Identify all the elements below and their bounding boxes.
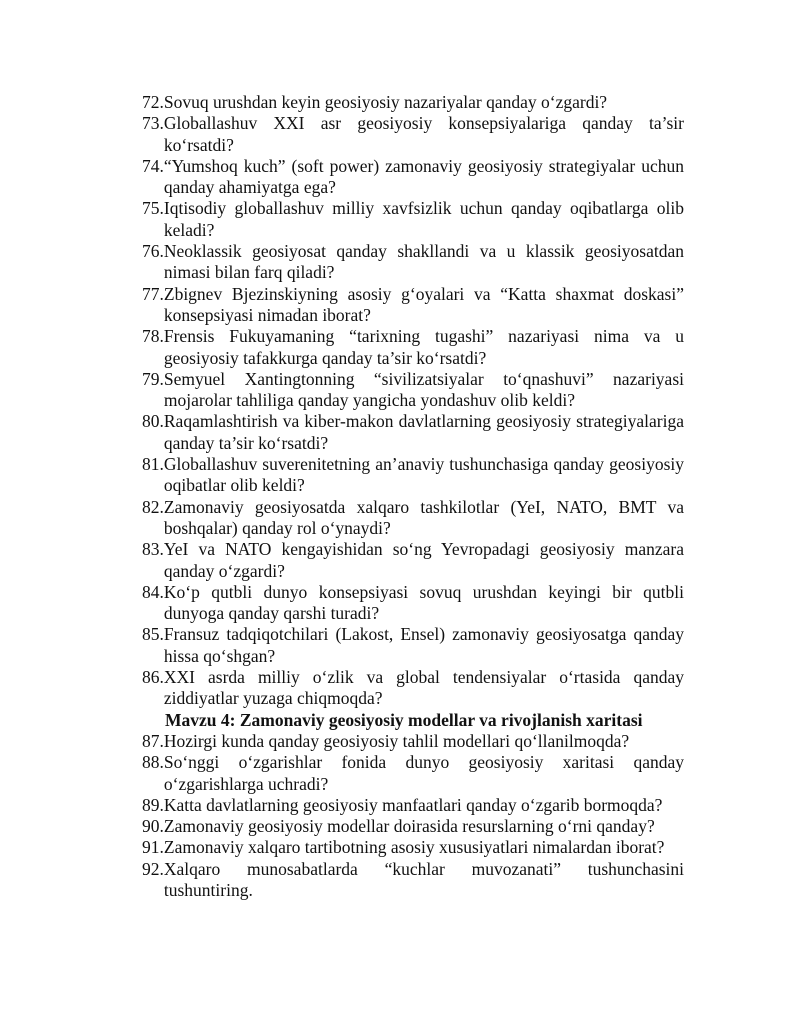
question-item <box>142 284 684 327</box>
question-text: Fransuz tadqiqotchilari (Lakost, Ensel) zamonaviy geosiyosatga qanday hissa qo‘shgan? <box>163 624 684 666</box>
question-text: XXI asrda milliy o‘zlik va global tendensiyalar o‘rtasida qanday ziddiyatlar yuzaga chiqmoqda? <box>163 667 684 709</box>
question-item <box>142 326 684 369</box>
question-item <box>142 837 684 858</box>
question-number: 72. <box>142 92 164 112</box>
question-number: 78. <box>142 326 164 347</box>
question-number: 90. <box>142 816 164 837</box>
question-item <box>142 816 684 837</box>
question-item <box>142 582 684 625</box>
question-number: 75. <box>142 198 164 219</box>
question-text: Hozirgi kunda qanday geosiyosiy tahlil modellari qo‘llanilmoqda? <box>163 730 630 751</box>
question-item <box>142 497 684 540</box>
question-item <box>142 795 684 816</box>
question-text: Raqamlashtirish va kiber-makon davlatlarning geosiyosiy strategiyalariga qanday ta’sir ko‘rsatdi? <box>163 411 684 453</box>
question-item <box>142 156 684 199</box>
question-number: 87. <box>142 730 164 751</box>
question-number: 79. <box>142 368 164 389</box>
question-number: 89. <box>142 794 164 815</box>
question-number: 81. <box>142 454 164 475</box>
section-heading: Mavzu 4: Zamonaviy geosiyosiy modellar va rivojlanish xaritasi <box>165 709 643 730</box>
question-text: Neoklassik geosiyosat qanday shakllandi va u klassik geosiyosatdan nimasi bilan farq qiladi? <box>163 241 684 283</box>
question-item <box>142 731 684 752</box>
question-text: Zamonaviy geosiyosiy modellar doirasida resurslarning o‘rni qanday? <box>163 816 655 837</box>
question-text: So‘nggi o‘zgarishlar fonida dunyo geosiyosiy xaritasi qanday o‘zgarishlarga uchradi? <box>163 752 684 794</box>
question-number: 88. <box>142 752 164 773</box>
question-item <box>142 859 684 902</box>
question-text: Zbignev Bjezinskiyning asosiy g‘oyalari va “Katta shaxmat doskasi” konsepsiyasi nimadan iborat? <box>163 283 684 325</box>
question-text: Xalqaro munosabatlarda “kuchlar muvozanati” tushunchasini tushuntiring. <box>163 858 684 900</box>
question-item <box>142 454 684 497</box>
question-text: Sovuq urushdan keyin geosiyosiy nazariyalar qanday o‘zgardi? <box>163 92 608 112</box>
question-number: 80. <box>142 411 164 432</box>
question-number: 85. <box>142 624 164 645</box>
question-item <box>142 411 684 454</box>
question-number: 92. <box>142 858 164 879</box>
question-text: Ko‘p qutbli dunyo konsepsiyasi sovuq urushdan keyingi bir qutbli dunyoga qanday qarshi turadi? <box>163 581 684 624</box>
question-list <box>142 92 684 901</box>
question-number: 76. <box>142 241 164 262</box>
question-item <box>142 752 684 795</box>
question-item <box>142 198 684 241</box>
question-text: Zamonaviy xalqaro tartibotning asosiy xususiyatlari nimalardan iborat? <box>163 837 665 858</box>
question-text: Globallashuv suverenitetning an’anaviy tushunchasiga qanday geosiyosiy oqibatlar olib keldi? <box>163 454 684 496</box>
question-text: Frensis Fukuyamaning “tarixning tugashi” nazariyasi nima va u geosiyosiy tafakkurga qanday ta’sir ko‘rsatdi? <box>163 326 684 368</box>
question-item <box>142 113 684 156</box>
question-text: Zamonaviy geosiyosatda xalqaro tashkilotlar (YeI, NATO, BMT va boshqalar) qanday rol o‘ynaydi? <box>163 496 684 538</box>
question-number: 73. <box>142 113 164 134</box>
question-number: 74. <box>142 155 164 176</box>
question-text: “Yumshoq kuch” (soft power) zamonaviy geosiyosiy strategiyalar uchun qanday ahamiyatga ega? <box>163 155 684 198</box>
question-number: 86. <box>142 667 164 688</box>
question-item <box>142 624 684 667</box>
question-item <box>142 667 684 710</box>
question-item <box>142 92 684 113</box>
question-number: 77. <box>142 283 164 304</box>
question-item <box>142 369 684 412</box>
question-text: Globallashuv XXI asr geosiyosiy konsepsiyalariga qanday ta’sir ko‘rsatdi? <box>163 113 684 155</box>
question-item <box>142 241 684 284</box>
question-item <box>142 539 684 582</box>
question-number: 83. <box>142 539 164 560</box>
question-text: Iqtisodiy globallashuv milliy xavfsizlik uchun qanday oqibatlarga olib keladi? <box>163 198 684 240</box>
question-text: Semyuel Xantingtonning “sivilizatsiyalar to‘qnashuvi” nazariyasi mojarolar tahliliga qanday yangicha yondashuv olib keldi? <box>163 368 684 411</box>
question-number: 82. <box>142 496 164 517</box>
question-text: Katta davlatlarning geosiyosiy manfaatlari qanday o‘zgarib bormoqda? <box>163 794 663 815</box>
question-number: 84. <box>142 581 164 602</box>
question-number: 91. <box>142 837 164 858</box>
question-text: YeI va NATO kengayishidan so‘ng Yevropadagi geosiyosiy manzara qanday o‘zgardi? <box>163 539 684 581</box>
